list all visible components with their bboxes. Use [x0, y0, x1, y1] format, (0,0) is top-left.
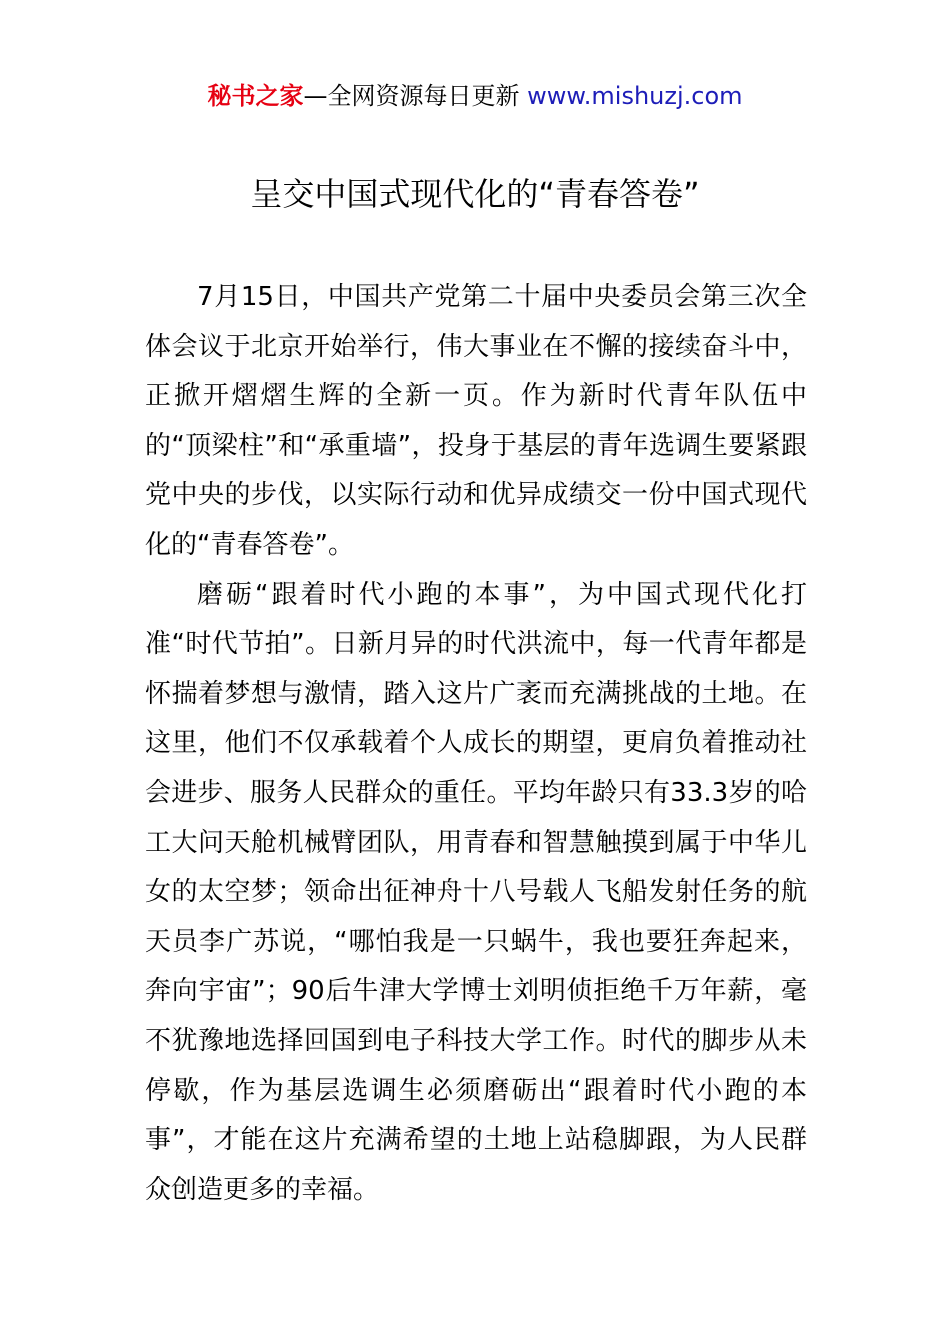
paragraph-1: 7月15日，中国共产党第二十届中央委员会第三次全体会议于北京开始举行，伟大事业在不懈的接续奋斗中，正掀开熠熠生辉的全新一页。作为新时代青年队伍中的“顶梁柱”和“承重墙”，投身于基层的青年选调生要紧跟党中央的步伐，以实际行动和优异成绩交一份中国式现代化的“青春答卷”。 — [145, 282, 807, 560]
document-title: 呈交中国式现代化的“青春答卷” — [250, 175, 700, 213]
document-body — [145, 273, 807, 1215]
site-url-link[interactable]: www.mishuzj.com — [527, 82, 743, 110]
paragraph-2: 磨砺“跟着时代小跑的本事”，为中国式现代化打准“时代节拍”。日新月异的时代洪流中，每一代青年都是怀揣着梦想与激情，踏入这片广袤而充满挑战的土地。在这里，他们不仅承载着个人成长的期望，更肩负着推动社会进步、服务人民群众的重任。平均年龄只有33.3岁的哈工大问天舱机械臂团队，用青春和智慧触摸到属于中华儿女的太空梦；领命出征神舟十八号载人飞船发射任务的航天员李广苏说，“哪怕我是一只蜗牛，我也要狂奔起来，奔向宇宙”；90后牛津大学博士刘明侦拒绝千万年薪，毫不犹豫地选择回国到电子科技大学工作。时代的脚步从未停歇，作为基层选调生必须磨砺出“跟着时代小跑的本事”，才能在这片充满希望的土地上站稳脚跟，为人民群众创造更多的幸福。 — [145, 579, 807, 1205]
site-brand: 秘书之家 — [207, 82, 304, 110]
site-header — [0, 80, 950, 112]
site-tagline: —全网资源每日更新 — [303, 82, 520, 110]
